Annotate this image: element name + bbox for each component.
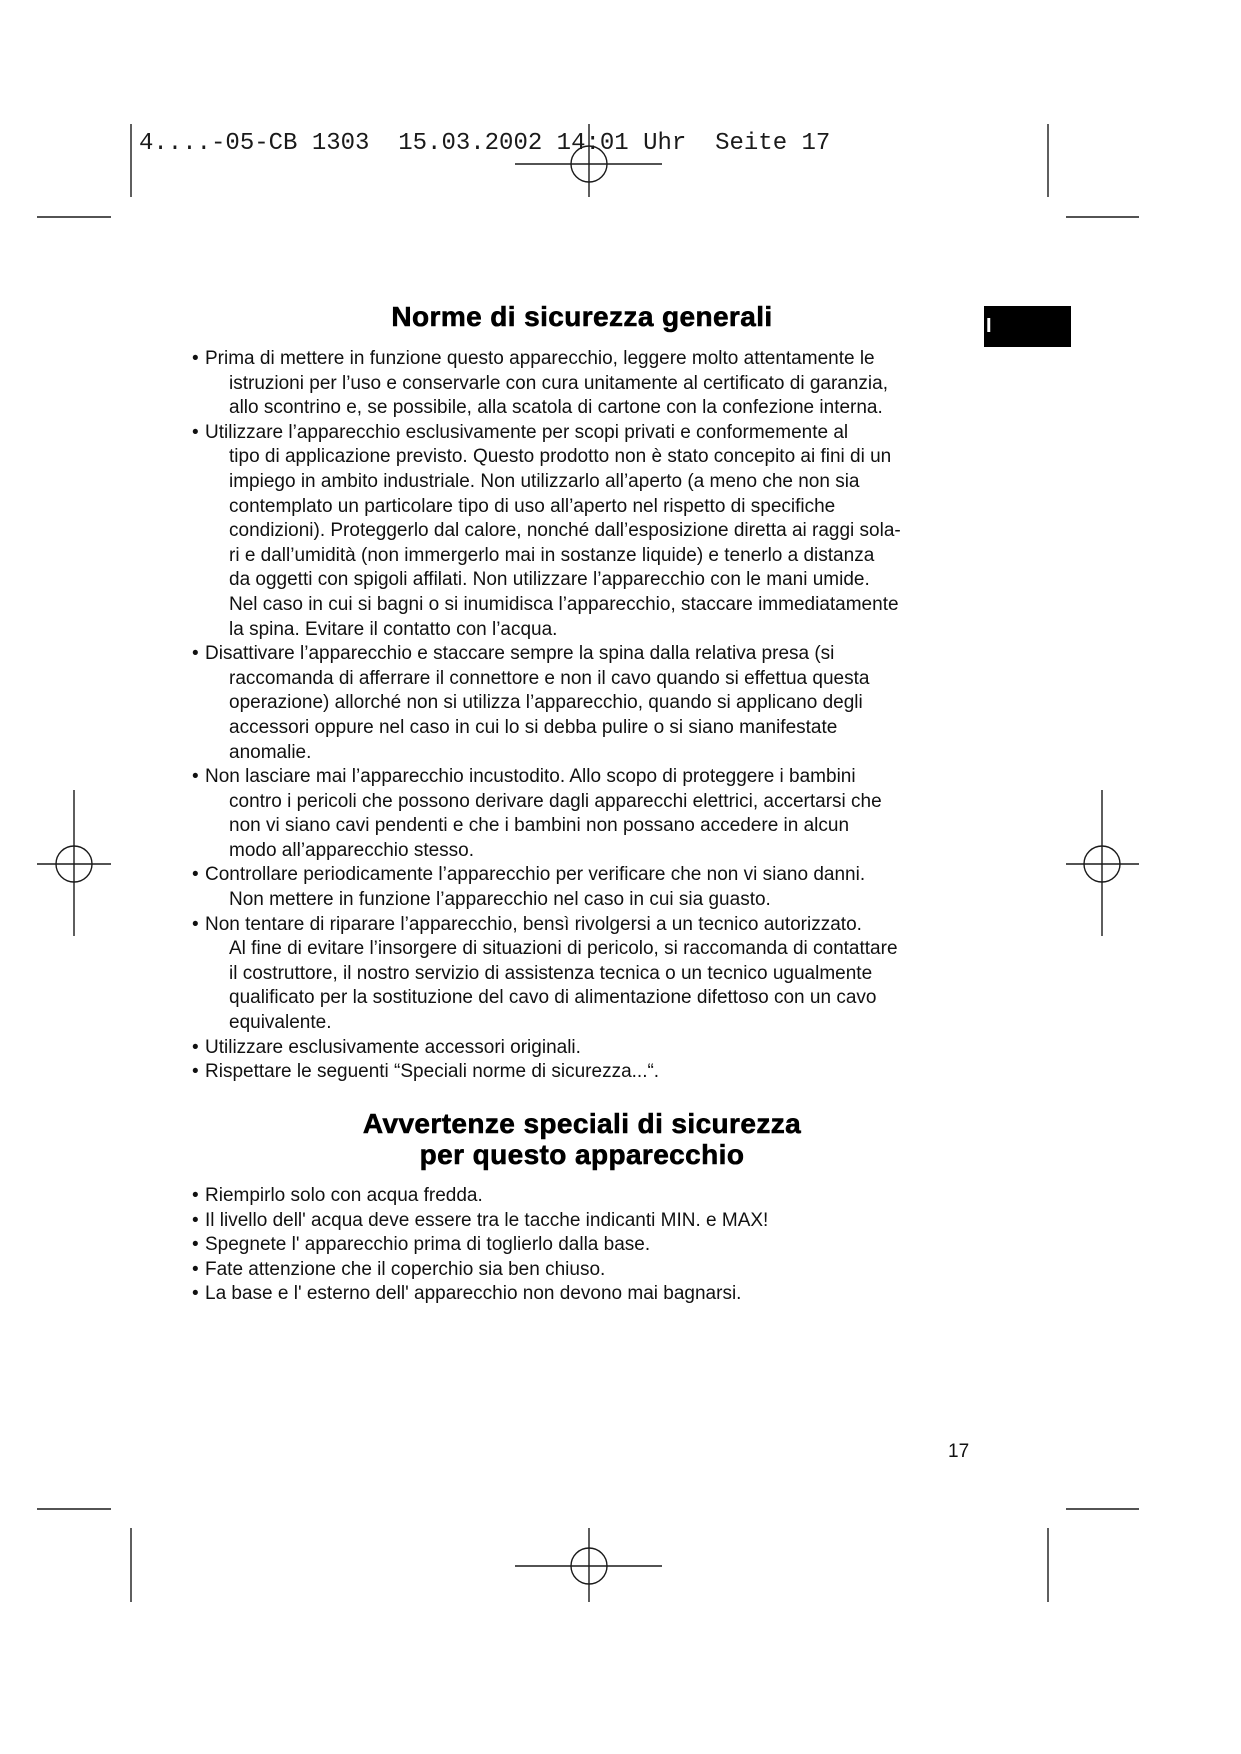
item-line: allo scontrino e, se possibile, alla scatola di cartone con la confezione interna. bbox=[229, 397, 883, 419]
item-line: Nel caso in cui si bagni o si inumidisca l’apparecchio, staccare immediatamente bbox=[229, 593, 899, 615]
bullet: • bbox=[192, 913, 199, 935]
item-line: tipo di applicazione previsto. Questo prodotto non è stato concepito ai fini di un bbox=[229, 446, 892, 468]
item-line: contemplato un particolare tipo di uso all’aperto nel rispetto di specifiche bbox=[229, 495, 836, 517]
registration-mark-left bbox=[37, 790, 111, 936]
bullet: • bbox=[192, 348, 199, 369]
item-line: il costruttore, il nostro servizio di assistenza tecnica o un tecnico ugualmente bbox=[229, 962, 873, 984]
item-line: Riempirlo solo con acqua fredda. bbox=[205, 1185, 483, 1206]
item-line: la spina. Evitare il contatto con l’acqua. bbox=[229, 618, 558, 640]
warning-item bbox=[192, 1258, 768, 1283]
bullet: • bbox=[192, 1036, 199, 1058]
safety-item bbox=[192, 642, 901, 765]
item-line: operazione) allorché non si utilizza l’apparecchio, quando si applicano degli bbox=[229, 692, 863, 714]
language-tab-label: I bbox=[986, 315, 992, 337]
item-line: Utilizzare esclusivamente accessori originali. bbox=[205, 1036, 581, 1058]
item-line: istruzioni per l’uso e conservarle con cura unitamente al certificato di garanzia, bbox=[229, 372, 888, 394]
item-line: accessori oppure nel caso in cui lo si debba pulire o si siano manifestate bbox=[229, 716, 838, 738]
safety-item bbox=[192, 347, 901, 421]
language-tab bbox=[984, 306, 1071, 347]
item-line: Il livello dell' acqua deve essere tra le tacche indicanti MIN. e MAX! bbox=[205, 1209, 769, 1231]
general-safety-list bbox=[192, 347, 901, 1085]
bullet: • bbox=[192, 1061, 199, 1083]
item-line: da oggetti con spigoli affilati. Non utilizzare l’apparecchio con le mani umide. bbox=[229, 569, 870, 591]
item-line: Non lasciare mai l’apparecchio incustodito. Allo scopo di proteggere i bambini bbox=[205, 766, 856, 788]
warning-item bbox=[192, 1184, 768, 1209]
item-line: impiego in ambito industriale. Non utilizzarlo all’aperto (a meno che non sia bbox=[229, 470, 860, 492]
section-title-line: Avvertenze speciali di sicurezza bbox=[362, 1108, 802, 1139]
registration-circle bbox=[571, 1548, 607, 1584]
item-line: Non mettere in funzione l’apparecchio nel caso in cui sia guasto. bbox=[229, 889, 771, 911]
registration-mark-right bbox=[1066, 790, 1139, 936]
bullet: • bbox=[192, 1234, 199, 1256]
item-line: Controllare periodicamente l’apparecchio per verificare che non vi siano danni. bbox=[205, 864, 866, 886]
safety-item bbox=[192, 421, 901, 642]
item-line: ri e dall’umidità (non immergerlo mai in sostanze liquide) e tenerlo a distanza bbox=[229, 544, 875, 566]
bullet: • bbox=[192, 864, 199, 886]
item-line: Al fine di evitare l’insorgere di situazioni di pericolo, si raccomanda di contattare bbox=[229, 938, 898, 960]
item-line: Fate attenzione che il coperchio sia ben chiuso. bbox=[205, 1258, 606, 1280]
warning-item bbox=[192, 1282, 768, 1307]
warning-item bbox=[192, 1233, 768, 1258]
bullet: • bbox=[192, 1209, 199, 1231]
item-line: contro i pericoli che possono derivare dagli apparecchi elettrici, accertarsi che bbox=[229, 790, 882, 812]
item-line: La base e l' esterno dell' apparecchio non devono mai bagnarsi. bbox=[205, 1283, 742, 1305]
item-line: anomalie. bbox=[229, 741, 312, 763]
item-line: Non tentare di riparare l’apparecchio, bensì rivolgersi a un tecnico autorizzato. bbox=[205, 913, 862, 935]
item-line: Utilizzare l’apparecchio esclusivamente per scopi privati e conformemente al bbox=[205, 421, 849, 443]
item-line: raccomanda di afferrare il connettore e non il cavo quando si effettua questa bbox=[229, 667, 870, 689]
item-line: Disattivare l’apparecchio e staccare sempre la spina dalla relativa presa (si bbox=[205, 643, 835, 665]
section-title-general-safety: Norme di sicurezza generali bbox=[391, 301, 773, 332]
registration-circle bbox=[56, 846, 92, 882]
bullet: • bbox=[192, 1185, 199, 1206]
bullet: • bbox=[192, 1258, 199, 1280]
bullet: • bbox=[192, 643, 199, 665]
section-title-line: per questo apparecchio bbox=[419, 1139, 745, 1170]
registration-mark-bottom bbox=[515, 1528, 662, 1602]
bullet: • bbox=[192, 1283, 199, 1305]
item-line: equivalente. bbox=[229, 1012, 332, 1034]
warning-item bbox=[192, 1209, 768, 1234]
special-warnings-list bbox=[192, 1184, 768, 1307]
item-line: Spegnete l' apparecchio prima di toglierlo dalla base. bbox=[205, 1234, 651, 1256]
page-number: 17 bbox=[948, 1441, 970, 1462]
item-line: Rispettare le seguenti “Speciali norme di sicurezza...“. bbox=[205, 1061, 660, 1083]
item-line: condizioni). Proteggerlo dal calore, nonché dall’esposizione diretta ai raggi sola- bbox=[229, 520, 901, 542]
print-slug: 4....-05-CB 1303 15.03.2002 14:01 Uhr Seite 17 bbox=[139, 130, 831, 157]
bullet: • bbox=[192, 766, 199, 788]
safety-item bbox=[192, 1036, 901, 1061]
item-line: Prima di mettere in funzione questo apparecchio, leggere molto attentamente le bbox=[205, 348, 875, 369]
safety-item bbox=[192, 913, 901, 1036]
item-line: qualificato per la sostituzione del cavo di alimentazione difettoso con un cavo bbox=[229, 987, 877, 1009]
item-line: modo all’apparecchio stesso. bbox=[229, 839, 475, 861]
section-title-special-warnings bbox=[282, 1108, 882, 1170]
registration-circle bbox=[1084, 846, 1120, 882]
safety-item bbox=[192, 765, 901, 863]
item-line: non vi siano cavi pendenti e che i bambini non possano accedere in alcun bbox=[229, 815, 850, 837]
bullet: • bbox=[192, 421, 199, 443]
safety-item bbox=[192, 863, 901, 912]
safety-item bbox=[192, 1060, 901, 1085]
